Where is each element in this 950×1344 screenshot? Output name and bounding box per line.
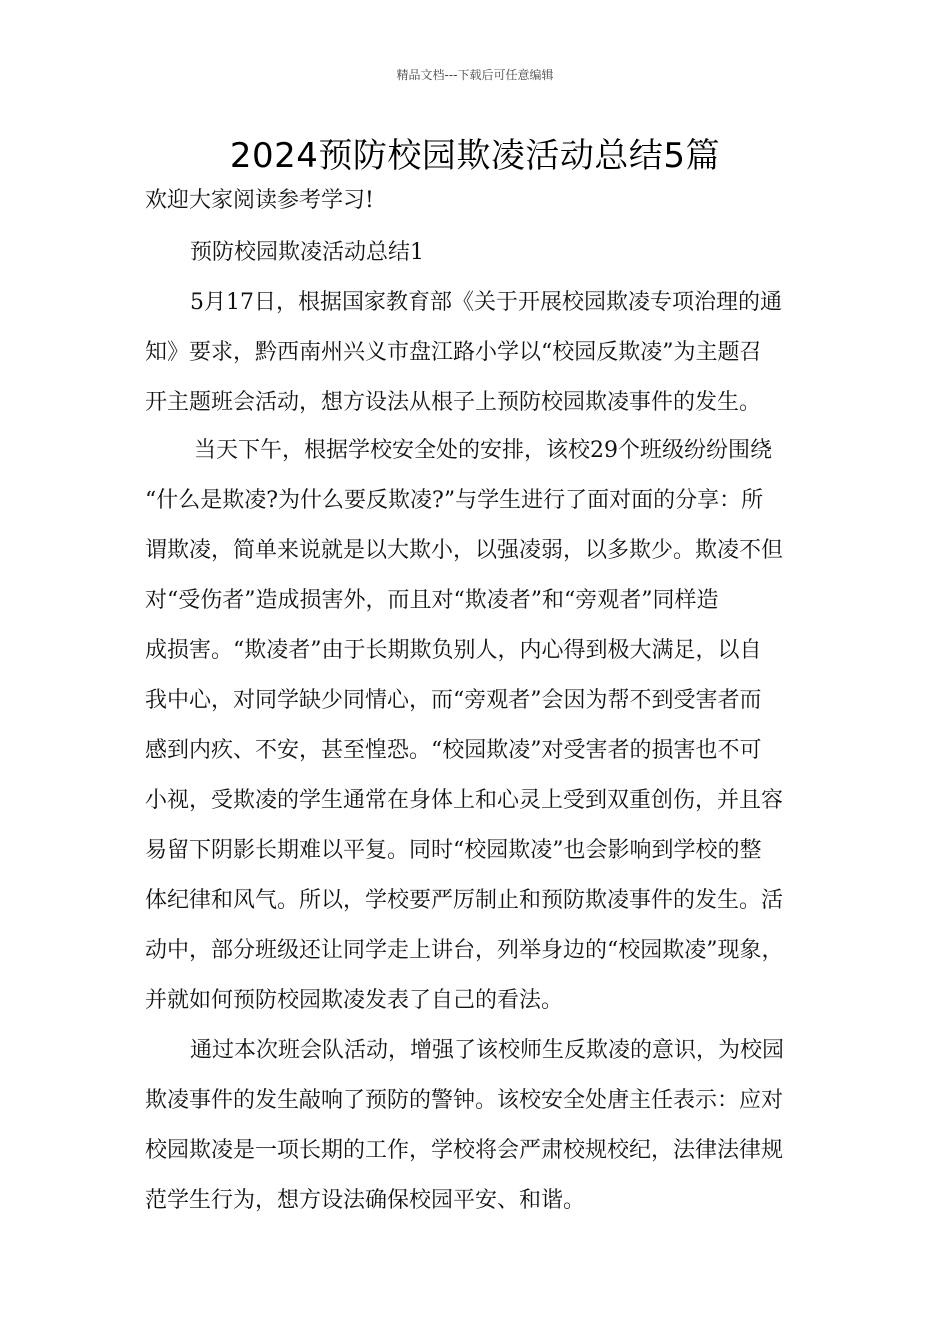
paragraph-line: 对“受伤者”造成损害外，而且对“欺凌者”和“旁观者”同样造 (145, 588, 719, 613)
greeting-line: 欢迎大家阅读参考学习! (145, 188, 374, 213)
document-title: 2024预防校园欺凌活动总结5篇 (229, 136, 721, 176)
paragraph-line: 知》要求，黔西南州兴义市盘江路小学以“校园反欺凌”为主题召 (145, 340, 762, 365)
section-heading: 预防校园欺凌活动总结1 (190, 240, 424, 265)
paragraph-line: 我中心，对同学缺少同情心，而“旁观者”会因为帮不到受害者而 (145, 688, 762, 713)
paragraph-line: 体纪律和风气。所以，学校要严厉制止和预防欺凌事件的发生。活 (145, 888, 784, 913)
paragraph-line: 并就如何预防校园欺凌发表了自己的看法。 (145, 988, 564, 1013)
paragraph-line: 易留下阴影长期难以平复。同时“校园欺凌”也会影响到学校的整 (145, 838, 762, 863)
paragraph-line: 校园欺凌是一项长期的工作，学校将会严肃校规校纪，法律法律规 (145, 1138, 784, 1163)
paragraph-line: “什么是欺凌?为什么要反欺凌?”与学生进行了面对面的分享：所 (145, 488, 764, 513)
paragraph-line: 5月17日，根据国家教育部《关于开展校园欺凌专项治理的通 (190, 290, 782, 315)
paragraph-line: 范学生行为，想方设法确保校园平安、和谐。 (145, 1188, 586, 1213)
paragraph-line: 感到内疚、不安，甚至惶恐。“校园欺凌”对受害者的损害也不可 (145, 738, 762, 763)
paragraph-line: 当天下午，根据学校安全处的安排，该校29个班级纷纷围绕 (194, 438, 772, 463)
paragraph-line: 成损害。“欺凌者”由于长期欺负别人，内心得到极大满足，以自 (145, 638, 762, 663)
paragraph-line: 动中，部分班级还让同学走上讲台，列举身边的“校园欺凌”现象， (145, 938, 784, 963)
paragraph-line: 谓欺凌，简单来说就是以大欺小，以强凌弱，以多欺少。欺凌不但 (145, 538, 784, 563)
paragraph-line: 通过本次班会队活动，增强了该校师生反欺凌的意识，为校园 (190, 1038, 785, 1063)
paragraph-line: 小视，受欺凌的学生通常在身体上和心灵上受到双重创伤，并且容 (145, 788, 784, 813)
paragraph-line: 欺凌事件的发生敲响了预防的警钟。该校安全处唐主任表示：应对 (145, 1088, 784, 1113)
paragraph-line: 开主题班会活动，想方设法从根子上预防校园欺凌事件的发生。 (145, 390, 762, 415)
header-note: 精品文档---下载后可任意编辑 (396, 68, 554, 82)
